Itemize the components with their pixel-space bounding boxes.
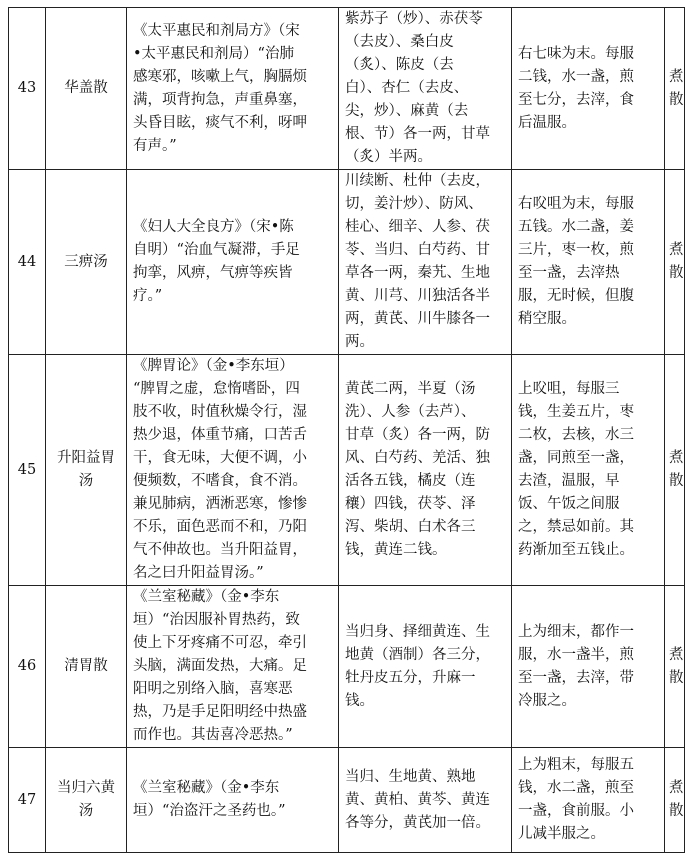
table-row — [9, 170, 685, 355]
formula-source: 《兰室秘藏》（金•李东 垣）“治盗汗之圣药也。” — [127, 748, 339, 853]
formula-composition: 当归身、择细黄连、生 地黄（酒制）各三分， 牡丹皮五分，升麻一 钱。 — [339, 586, 512, 748]
table-row — [9, 355, 685, 586]
row-number: 45 — [9, 355, 46, 586]
formula-name: 华盖散 — [46, 8, 127, 170]
row-number: 44 — [9, 170, 46, 355]
table-row — [9, 748, 685, 853]
row-number: 46 — [9, 586, 46, 748]
formula-composition: 黄芪二两，半夏（汤 洗）、人参（去芦）、 甘草（炙）各一两，防 风、白芍药、羌活、独 活各五钱，橘皮（连 穰）四钱，茯苓、泽 泻、柴胡、白术各三 钱，黄连二钱。 — [339, 355, 512, 586]
formula-preparation: 右七味为末。每服 二钱，水一盏，煎 至七分，去滓，食 后温服。 — [512, 8, 665, 170]
formula-composition: 当归、生地黄、熟地 黄、黄柏、黄芩、黄连 各等分，黄芪加一倍。 — [339, 748, 512, 853]
formula-source: 《脾胃论》（金•李东垣） “脾胃之虚，怠惰嗜卧，四 肢不收，时值秋燥令行，湿 热少退，体重节痛，口苦舌 干，食无味，大便不调，小 便频数，不嗜食，食不消。 兼见肺病，洒淅恶寒，惨惨 不乐，面色恶而不和，乃阳 气不伸故也。当升阳益胃， 名之曰升阳益胃汤。” — [127, 355, 339, 586]
formula-source: 《太平惠民和剂局方》（宋 •太平惠民和剂局）“治肺 感寒邪，咳嗽上气，胸膈烦 满，项背拘急，声重鼻塞， 头昏目眩，痰气不利，呀呷 有声。” — [127, 8, 339, 170]
formula-preparation: 右㕮咀为末，每服 五钱。水二盏，姜 三片，枣一枚，煎 至一盏，去滓热 服，无时候，但腹 稍空服。 — [512, 170, 665, 355]
formula-method: 煮 散 — [665, 586, 685, 748]
formula-name: 清胃散 — [46, 586, 127, 748]
table-row — [9, 8, 685, 170]
formula-source: 《兰室秘藏》（金•李东 垣）“治因服补胃热药，致 使上下牙疼痛不可忍，牵引 头脑，满面发热，大痛。足 阳明之别络入脑，喜寒恶 热，乃是手足阳明经中热盛 而作也。其齿喜冷恶热。” — [127, 586, 339, 748]
formula-preparation: 上为细末，都作一 服，水一盏半，煎 至一盏，去滓，带 冷服之。 — [512, 586, 665, 748]
formula-method: 煮 散 — [665, 355, 685, 586]
formula-method: 煮 散 — [665, 748, 685, 853]
formula-method: 煮 散 — [665, 170, 685, 355]
formula-preparation: 上㕮咀，每服三 钱，生姜五片，枣 二枚，去核，水三 盏，同煎至一盏， 去渣，温服，早 饭、午饭之间服 之，禁忌如前。其 药渐加至五钱止。 — [512, 355, 665, 586]
formula-name: 三痹汤 — [46, 170, 127, 355]
formula-method: 煮 散 — [665, 8, 685, 170]
formula-name: 升阳益胃 汤 — [46, 355, 127, 586]
formula-composition: 川续断、杜仲（去皮， 切，姜汁炒）、防风、 桂心、细辛、人参、茯 苓、当归、白芍药、甘 草各一两，秦艽、生地 黄、川芎、川独活各半 两，黄芪、川牛膝各一 两。 — [339, 170, 512, 355]
formula-table — [8, 7, 685, 853]
formula-source: 《妇人大全良方》（宋•陈 自明）“治血气凝滞，手足 拘挛，风痹，气痹等疾皆 疗。” — [127, 170, 339, 355]
row-number: 43 — [9, 8, 46, 170]
formula-preparation: 上为粗末，每服五 钱，水二盏，煎至 一盏，食前服。小 儿减半服之。 — [512, 748, 665, 853]
formula-composition: 紫苏子（炒）、赤茯苓 （去皮）、桑白皮 （炙）、陈皮（去 白）、杏仁（去皮、 尖，炒）、麻黄（去 根、节）各一两，甘草 （炙）半两。 — [339, 8, 512, 170]
row-number: 47 — [9, 748, 46, 853]
table-row — [9, 586, 685, 748]
formula-name: 当归六黄 汤 — [46, 748, 127, 853]
